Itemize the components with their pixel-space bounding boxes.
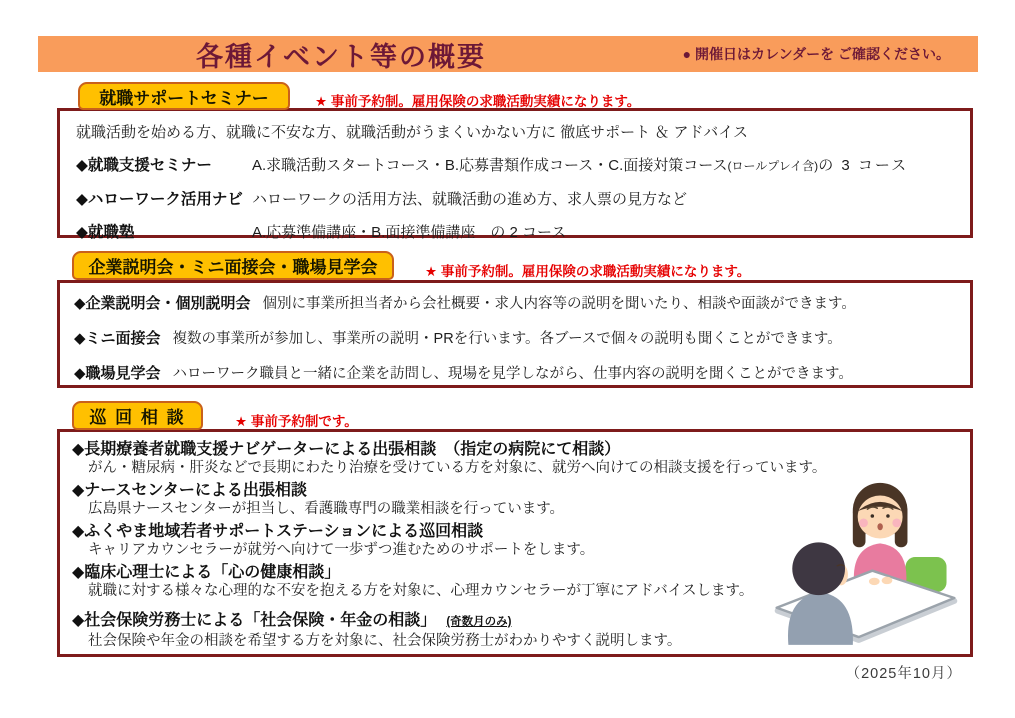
- item-desc-text: A.求職活動スタートコース・B.応募書類作成コース・C.面接対策コース: [252, 157, 728, 174]
- reservation-notice-2: ★ 事前予約制。雇用保険の求職活動実績になります。: [425, 264, 751, 279]
- footer-date: （2025年10月）: [845, 666, 962, 682]
- item-desc: A.応募準備講座・B.面接準備講座 の 2 コース: [252, 224, 567, 241]
- calendar-note: ● 開催日はカレンダーを ご確認ください。: [682, 46, 950, 62]
- item-label: ◆就職塾: [76, 224, 135, 241]
- item-label: ◆臨床心理士による「心の健康相談」: [72, 564, 341, 581]
- item-desc: ハローワークの活用方法、就職活動の進め方、求人票の見方など: [252, 191, 688, 208]
- item-desc-small: (ロールプレイ含): [727, 159, 819, 173]
- tab-traveling-consultation: 巡 回 相 談: [72, 401, 203, 430]
- item-label: ◆ナースセンターによる出張相談: [72, 482, 307, 499]
- item-label: ◆企業説明会・個別説明会: [74, 295, 251, 312]
- item-desc: 複数の事業所が参加し、事業所の説明・PRを行います。各ブースで個々の説明も聞くことができます。: [172, 331, 842, 347]
- item-label: ◆職場見学会: [74, 365, 161, 382]
- job-support-seminar-box: [57, 108, 973, 241]
- list-item: [76, 223, 956, 242]
- item-label: ◆就職支援セミナー: [76, 157, 212, 174]
- item-desc: 広島県ナースセンターが担当し、看護職専門の職業相談を行っています。: [88, 501, 565, 517]
- list-item: [74, 329, 958, 349]
- counseling-illustration: [763, 464, 968, 652]
- reservation-notice-1: ★ 事前予約制。雇用保険の求職活動実績になります。: [315, 94, 641, 109]
- list-item: [76, 156, 956, 176]
- item-desc: 個別に事業所担当者から会社概要・求人内容等の説明を聞いたり、相談や面談ができます。: [262, 296, 856, 312]
- item-label: ◆ハローワーク活用ナビ: [76, 191, 243, 208]
- item-label: ◆ミニ面接会: [74, 330, 161, 347]
- company-info-sessions-box: [57, 280, 973, 388]
- item-label: ◆ふくやま地域若者サポートステーションによる巡回相談: [72, 523, 484, 540]
- list-item: [74, 294, 958, 314]
- seminar-intro: 就職活動を始める方、就職に不安な方、就職活動がうまくいかない方に 徹底サポート ＆ アドバイス: [76, 124, 749, 141]
- tab-job-support-seminar: 就職サポートセミナー: [78, 82, 290, 110]
- item-label-note: (奇数月のみ): [446, 616, 512, 628]
- item-label: ◆長期療養者就職支援ナビゲーターによる出張相談 （指定の病院にて相談）: [72, 441, 621, 458]
- item-desc: ハローワーク職員と一緒に企業を訪問し、現場を見学しながら、仕事内容の説明を聞くことができます。: [172, 366, 853, 382]
- item-desc: 就職に対する様々な心理的な不安を抱える方を対象に、心理カウンセラーが丁寧にアドバイスします。: [88, 583, 754, 599]
- list-item: [74, 364, 958, 384]
- tab-company-info-sessions: 企業説明会・ミニ面接会・職場見学会: [72, 251, 394, 280]
- item-label-text: ◆社会保険労務士による「社会保険・年金の相談」: [72, 612, 437, 629]
- item-desc: キャリアカウンセラーが就労へ向けて一歩ずつ進むためのサポートをします。: [88, 542, 595, 558]
- item-desc: [252, 156, 908, 176]
- page-title: 各種イベント等の概要: [196, 41, 486, 72]
- reservation-notice-3: ★ 事前予約制です。: [235, 414, 358, 429]
- header-bar: [38, 36, 978, 72]
- item-desc-tail: の 3 コース: [818, 157, 909, 174]
- item-desc: がん・糖尿病・肝炎などで長期にわたり治療を受けている方を対象に、就労へ向けての相談支援を行っています。: [88, 460, 827, 476]
- item-desc: 社会保険や年金の相談を希望する方を対象に、社会保険労務士がわかりやすく説明します。: [88, 633, 682, 649]
- list-item: [76, 190, 956, 209]
